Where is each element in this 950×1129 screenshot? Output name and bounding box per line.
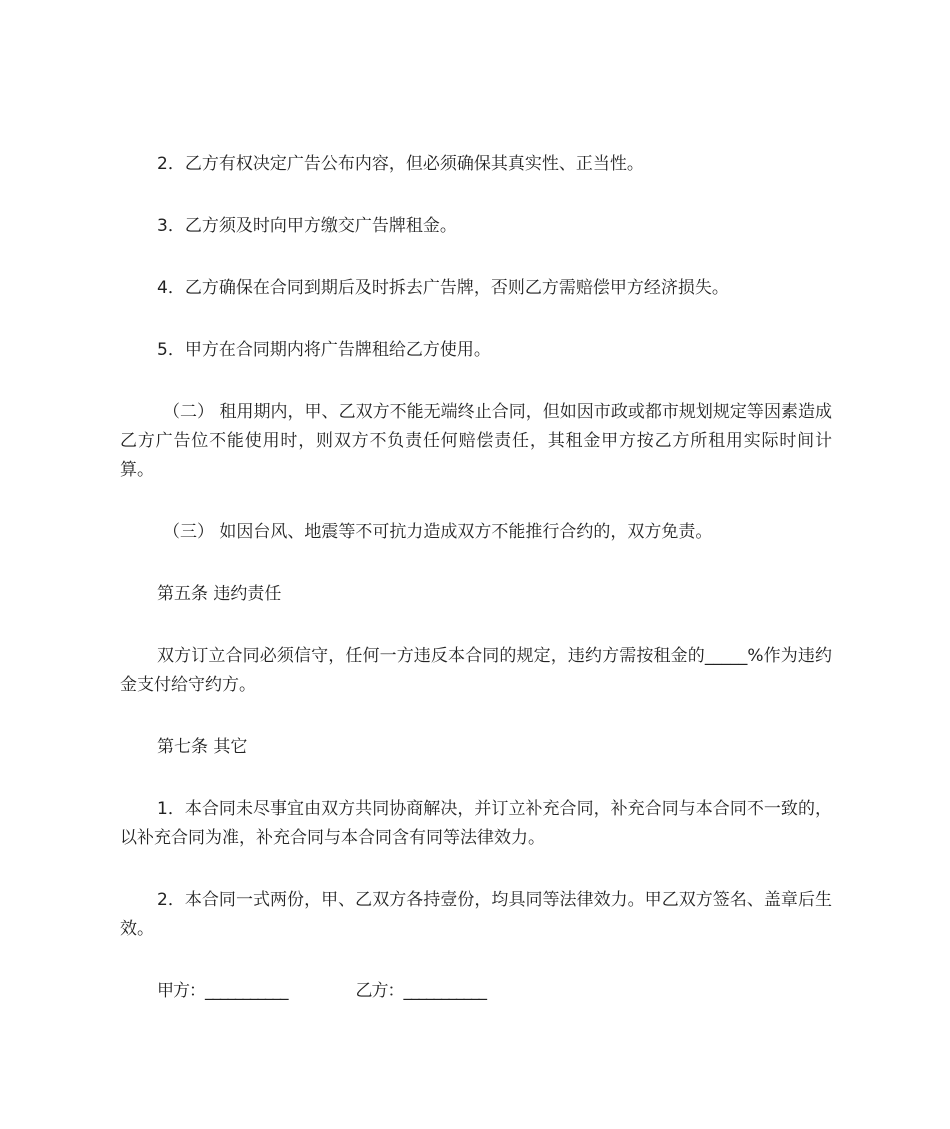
- contract-body: [120, 150, 832, 1006]
- article-5-penalty: 双方订立合同必须信守，任何一方违反本合同的规定，违约方需按租金的_____%作为违约金支付给守约方。: [120, 646, 832, 695]
- article-7-clause-2: 2．本合同一式两份，甲、乙双方各持壹份，均具同等法律效力。甲乙双方签名、盖章后生效。: [120, 890, 832, 939]
- signature-row: [120, 977, 832, 1006]
- clause-2-content-rights: 2．乙方有权决定广告公布内容，但必须确保其真实性、正当性。: [157, 154, 644, 174]
- clause-4-removal: 4．乙方确保在合同到期后及时拆去广告牌，否则乙方需赔偿甲方经济损失。: [157, 278, 729, 298]
- clause-3-rent-payment: 3．乙方须及时向甲方缴交广告牌租金。: [157, 216, 457, 236]
- party-a-signature: 甲方：___________: [157, 981, 288, 1001]
- clause-5-lease: 5．甲方在合同期内将广告牌租给乙方使用。: [157, 340, 491, 360]
- article-5-heading: 第五条 违约责任: [157, 584, 282, 604]
- section-2-termination: （二） 租用期内，甲、乙双方不能无端终止合同，但如因市政或都市规划规定等因素造成乙方广告位不能使用时，则双方不负责任何赔偿责任，其租金甲方按乙方所租用实际时间计算。: [120, 402, 832, 480]
- article-7-heading: 第七条 其它: [157, 737, 248, 757]
- article-7-clause-1: 1．本合同未尽事宜由双方共同协商解决，并订立补充合同，补充合同与本合同不一致的，以补充合同为准，补充合同与本合同含有同等法律效力。: [120, 799, 832, 848]
- party-b-signature: 乙方：___________: [355, 981, 486, 1001]
- section-3-force-majeure: （三） 如因台风、地震等不可抗力造成双方不能推行合约的，双方免责。: [163, 522, 713, 542]
